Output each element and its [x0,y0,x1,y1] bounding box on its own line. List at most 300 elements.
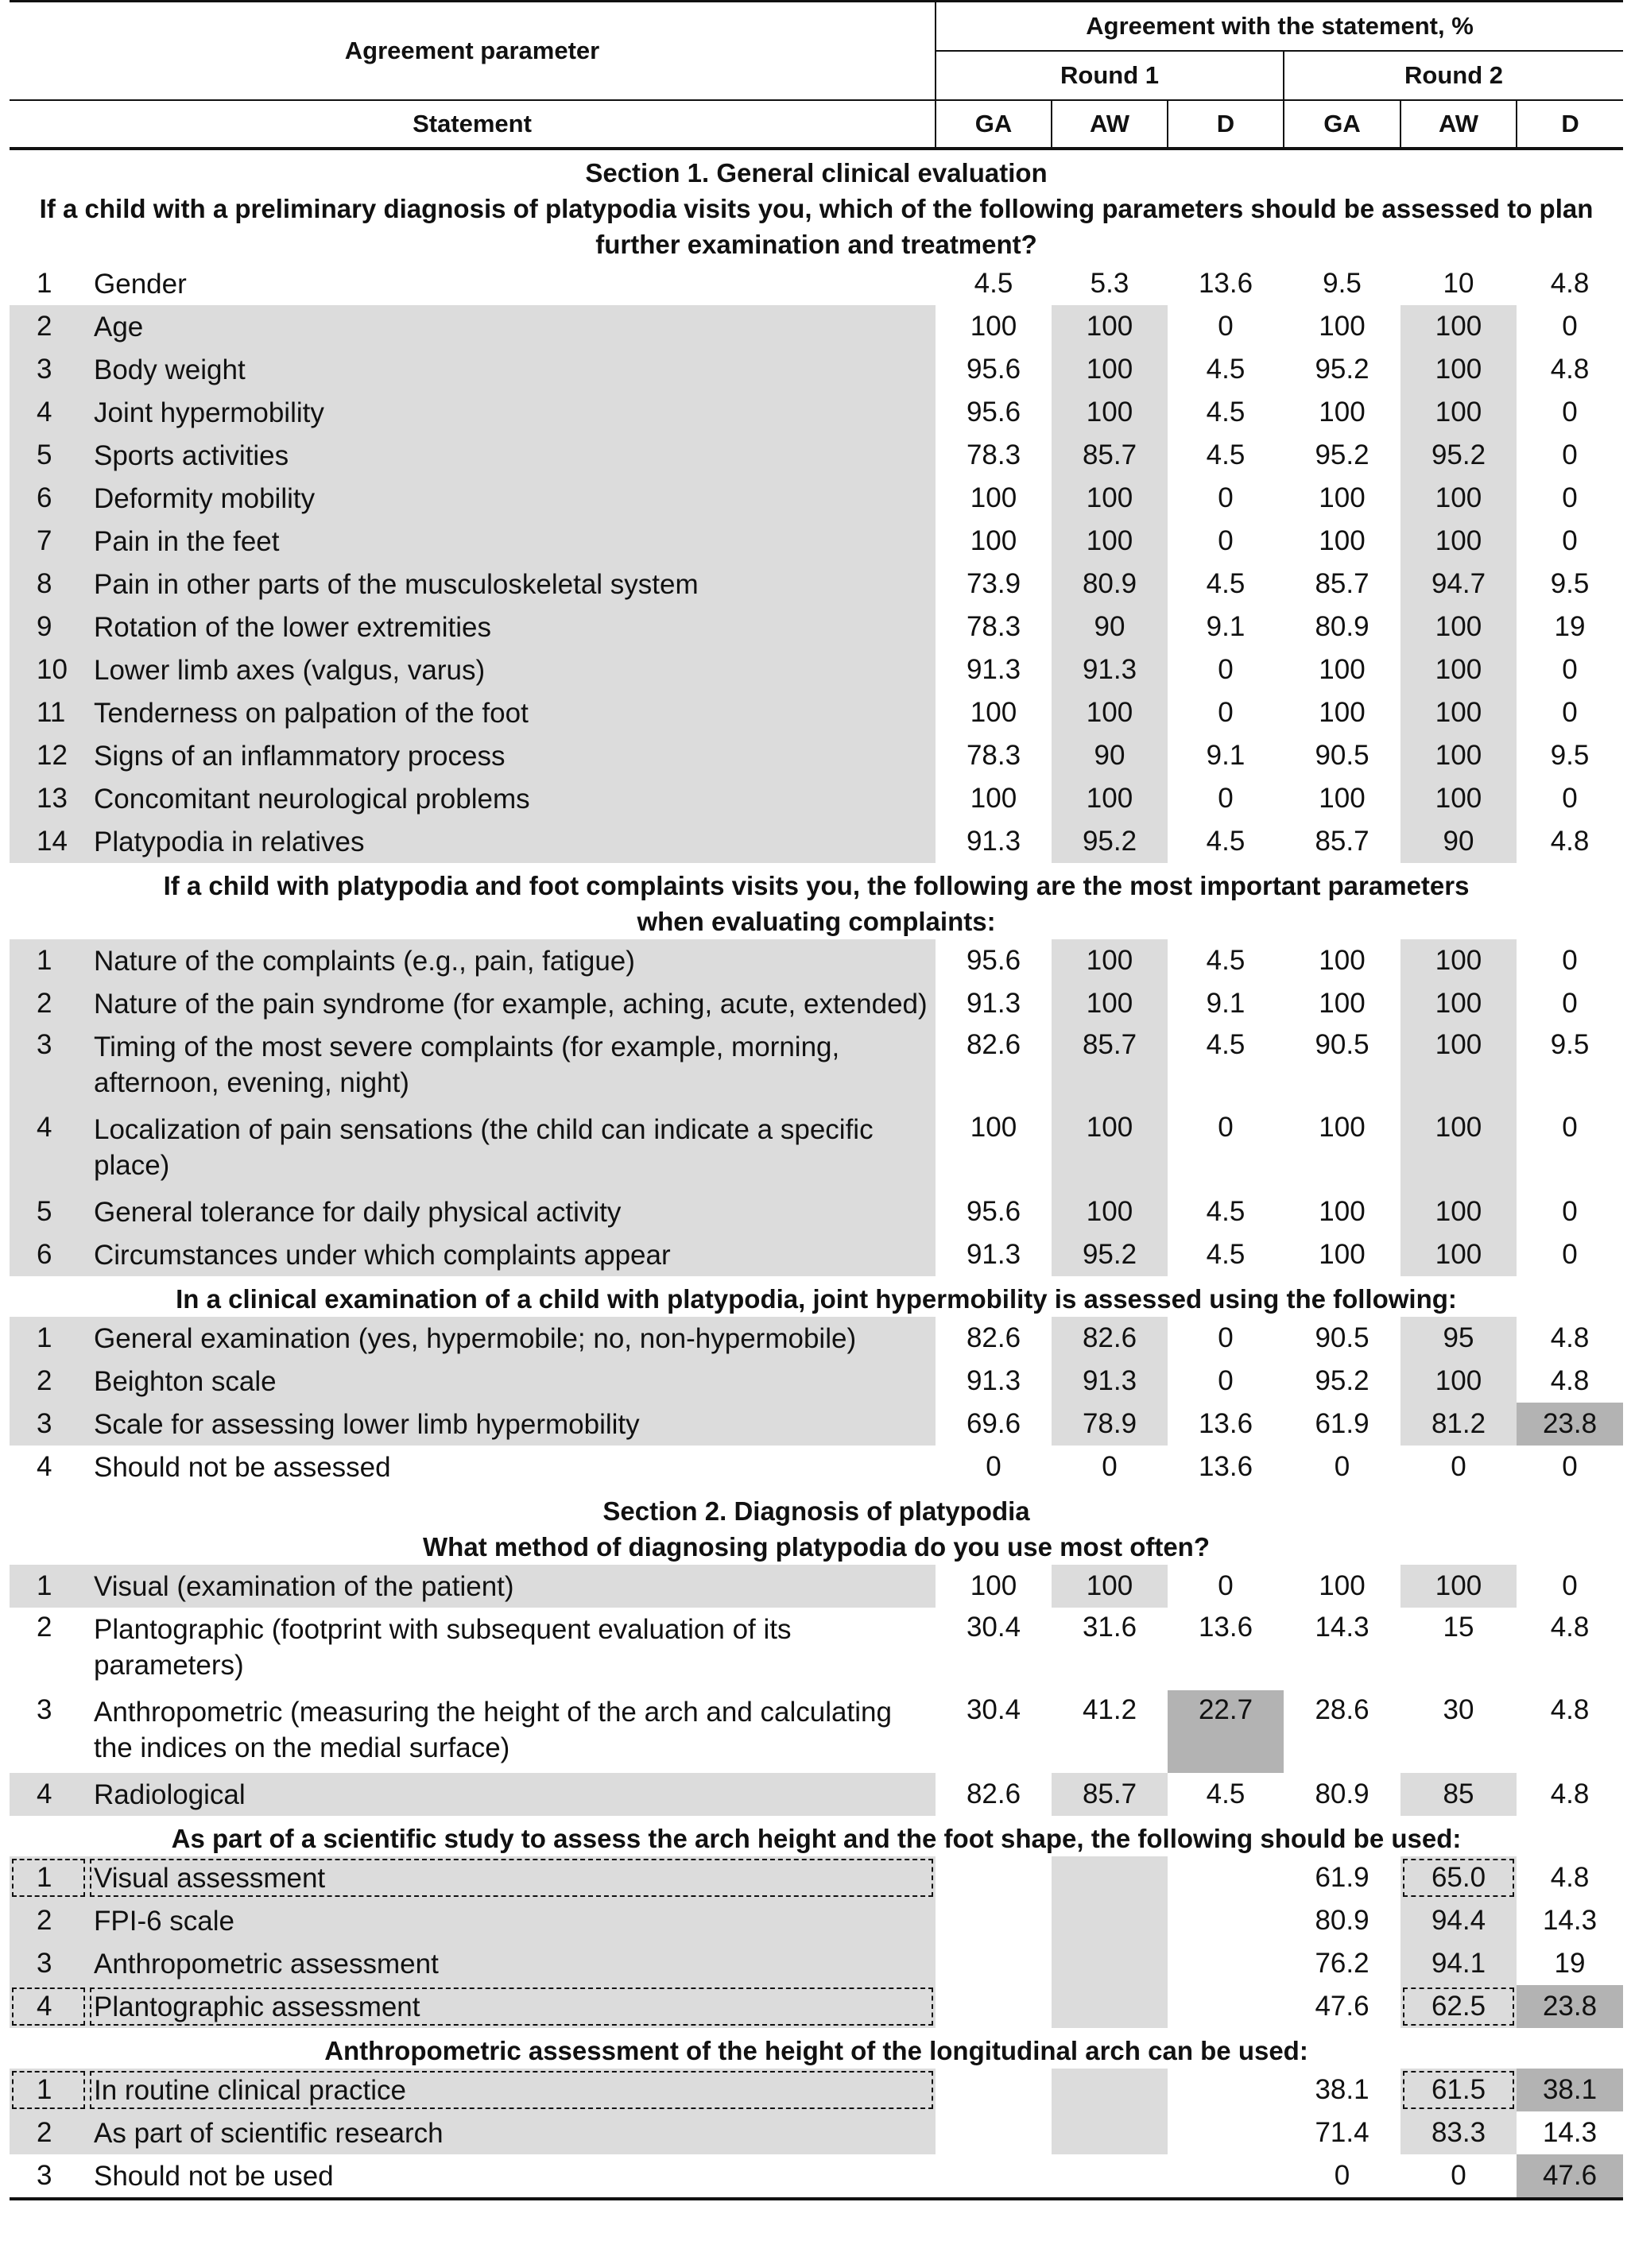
round1-header: Round 1 [936,51,1284,100]
row-value-d-r1: 0 [1218,654,1234,685]
row-value-ga-r2: 100 [1319,697,1366,728]
row-number: 1 [10,2069,87,2111]
row-value-aw-r1: 31.6 [1082,1612,1137,1643]
row-value-aw-r2: 95.2 [1400,434,1517,477]
table-row [10,1360,1623,1403]
row-value-aw-r1: 100 [1052,1565,1168,1608]
table-row [10,777,1623,820]
row-value-d-r2: 9.5 [1550,740,1590,771]
row-number: 1 [37,268,52,299]
row-value-d-r1: 0 [1218,482,1234,513]
row-value-ga-r1: 100 [970,311,1017,342]
row-value-aw-r2: 100 [1400,520,1517,563]
row-value-d-r1: 4.5 [1206,826,1246,857]
row-statement: Sports activities [87,434,936,477]
table-row [10,1985,1623,2028]
row-value-ga-r1 [936,2111,1052,2154]
row-value-d-r2: 0 [1562,525,1578,556]
row-value-aw-r2: 94.1 [1400,1942,1517,1985]
row-value-d-r1: 9.1 [1206,740,1246,771]
row-value-aw-r1: 78.9 [1052,1403,1168,1446]
row-value-ga-r2: 38.1 [1315,2074,1369,2105]
row-value-aw-r2: 81.2 [1400,1403,1517,1446]
table-page [10,0,1623,2200]
row-value-ga-r1: 91.3 [966,1365,1021,1396]
row-number: 2 [10,1899,87,1942]
table-row [10,939,1623,982]
row-value-d-r1: 0 [1218,1570,1234,1601]
row-value-ga-r2: 100 [1319,482,1366,513]
table-row [10,2111,1623,2154]
section-title-line: Section 2. Diagnosis of platypodia [602,1496,1030,1526]
row-statement: Circumstances under which complaints appear [87,1233,936,1276]
row-number: 2 [10,982,87,1025]
row-value-ga-r2: 0 [1334,1451,1350,1482]
row-value-ga-r1: 95.6 [966,1196,1021,1227]
row-number: 3 [10,1403,87,1446]
table-row [10,563,1623,606]
row-value-d-r1: 4.5 [1206,439,1246,470]
row-value-ga-r2: 100 [1319,654,1366,685]
row-value-aw-r1: 91.3 [1052,1360,1168,1403]
row-value-aw-r1 [1052,1856,1168,1899]
row-value-d-r2: 0 [1562,482,1578,513]
row-value-ga-r1 [936,1899,1052,1942]
section-title [10,1816,1623,1856]
row-number: 4 [10,1773,87,1816]
row-number: 5 [10,434,87,477]
row-number: 5 [10,1190,87,1233]
row-statement: Age [87,305,936,348]
row-number: 2 [10,2111,87,2154]
row-value-ga-r2: 90.5 [1315,740,1369,771]
row-value-ga-r1: 91.3 [966,654,1021,685]
table-row [10,1899,1623,1942]
row-value-aw-r1: 100 [1052,777,1168,820]
row-statement: Concomitant neurological problems [87,777,936,820]
col-header-aw-r2: AW [1400,100,1517,149]
row-value-d-r2: 14.3 [1542,2117,1598,2148]
table-row [10,606,1623,648]
table-row [10,734,1623,777]
row-value-ga-r1 [936,1856,1052,1899]
row-value-d-r2: 23.8 [1517,1985,1623,2028]
row-value-aw-r2: 100 [1400,391,1517,434]
row-value-aw-r1: 100 [1052,348,1168,391]
row-value-d-r2: 19 [1554,611,1586,642]
row-number: 7 [10,520,87,563]
row-value-d-r2: 0 [1562,988,1578,1019]
row-value-ga-r2: 85.7 [1315,568,1369,599]
table-row [10,1856,1623,1899]
row-statement: Body weight [87,348,936,391]
agreement-table [10,0,1623,2200]
row-value-aw-r1: 85.7 [1052,434,1168,477]
row-value-d-r1: 4.5 [1206,1029,1246,1060]
col-header-d-r2: D [1517,100,1623,149]
row-value-ga-r1: 100 [970,697,1017,728]
row-number: 1 [10,939,87,982]
row-value-aw-r1: 100 [1052,1190,1168,1233]
statement-header: Statement [10,100,936,149]
row-value-d-r2: 14.3 [1542,1905,1598,1936]
row-value-d-r1: 4.5 [1206,945,1246,976]
table-row [10,1773,1623,1816]
row-value-ga-r2: 9.5 [1323,268,1362,299]
row-value-aw-r2: 100 [1400,734,1517,777]
row-value-d-r2: 4.8 [1550,354,1590,385]
row-value-d-r2: 4.8 [1550,1862,1590,1893]
row-value-aw-r2: 100 [1400,691,1517,734]
row-number: 1 [10,1317,87,1360]
row-value-d-r1 [1168,2111,1284,2154]
row-statement: Platypodia in relatives [87,820,936,863]
row-value-aw-r2: 30 [1443,1694,1474,1725]
row-value-ga-r1: 73.9 [966,568,1021,599]
row-value-aw-r2: 100 [1400,648,1517,691]
row-number: 6 [10,477,87,520]
row-statement: Timing of the most severe complaints (for example, morning, afternoon, evening, night) [87,1025,936,1108]
row-value-aw-r2: 100 [1400,777,1517,820]
table-row [10,1608,1623,1690]
row-value-d-r1 [1168,1942,1284,1985]
row-number: 12 [10,734,87,777]
agreement-with-statement-header: Agreement with the statement, % [936,2,1623,52]
row-value-d-r1 [1168,1985,1284,2028]
row-value-ga-r2: 95.2 [1315,354,1369,385]
row-statement: General examination (yes, hypermobile; no, non-hypermobile) [87,1317,936,1360]
table-row [10,1108,1623,1190]
agreement-parameter-header: Agreement parameter [10,2,936,101]
row-value-ga-r2: 100 [1319,525,1366,556]
row-statement: Tenderness on palpation of the foot [87,691,936,734]
row-number: 8 [10,563,87,606]
row-value-d-r2: 0 [1562,397,1578,428]
row-number: 11 [10,691,87,734]
row-value-ga-r2: 71.4 [1315,2117,1369,2148]
row-value-aw-r2: 100 [1400,1108,1517,1190]
row-value-d-r1: 0 [1218,697,1234,728]
table-row [10,1942,1623,1985]
section-title [10,863,1623,939]
row-value-d-r1: 0 [1218,1365,1234,1396]
row-value-d-r2: 4.8 [1550,1778,1590,1809]
row-statement: Plantographic (footprint with subsequent evaluation of its parameters) [94,1614,792,1681]
row-statement: Pain in other parts of the musculoskeletal system [87,563,936,606]
row-value-aw-r2: 100 [1400,1190,1517,1233]
row-value-aw-r2: 83.3 [1400,2111,1517,2154]
row-value-ga-r2: 95.2 [1315,439,1369,470]
row-number: 1 [10,1565,87,1608]
row-statement: Localization of pain sensations (the child can indicate a specific place) [87,1108,936,1190]
row-number: 3 [10,1025,87,1108]
row-value-aw-r2: 62.5 [1400,1985,1517,2028]
row-value-d-r2: 0 [1562,439,1578,470]
section-title-line: In a clinical examination of a child with platypodia, joint hypermobility is assessed using the following: [176,1284,1457,1314]
row-statement: Nature of the complaints (e.g., pain, fatigue) [87,939,936,982]
row-value-aw-r1: 95.2 [1052,820,1168,863]
row-value-aw-r1: 100 [1052,477,1168,520]
section-title-line: Anthropometric assessment of the height of the longitudinal arch can be used: [324,2036,1308,2065]
row-value-aw-r1 [1052,2069,1168,2111]
table-row [10,820,1623,863]
row-value-d-r1: 4.5 [1206,1196,1246,1227]
row-value-aw-r2: 100 [1400,982,1517,1025]
row-statement: Rotation of the lower extremities [87,606,936,648]
row-value-d-r2: 0 [1562,1570,1578,1601]
row-value-ga-r1: 100 [970,1112,1017,1143]
row-statement: Pain in the feet [87,520,936,563]
row-value-ga-r1 [936,1985,1052,2028]
row-value-ga-r2: 0 [1284,2154,1400,2199]
row-number: 2 [10,305,87,348]
row-value-d-r2: 0 [1562,697,1578,728]
row-value-aw-r1: 100 [1052,939,1168,982]
row-value-d-r2: 4.8 [1550,1365,1590,1396]
row-value-ga-r2: 61.9 [1315,1408,1369,1439]
row-value-d-r2: 4.8 [1550,826,1590,857]
table-row [10,1565,1623,1608]
row-value-ga-r1: 100 [970,1570,1017,1601]
row-value-d-r2: 9.5 [1550,1029,1590,1060]
row-value-d-r1 [1168,1856,1284,1899]
row-value-aw-r2: 100 [1400,348,1517,391]
row-statement: Gender [94,268,187,300]
row-value-d-r1: 4.5 [1206,1239,1246,1270]
row-value-d-r2: 4.8 [1550,1322,1590,1353]
row-value-d-r1 [1168,1899,1284,1942]
round2-header: Round 2 [1284,51,1623,100]
row-value-aw-r2: 100 [1400,939,1517,982]
row-value-ga-r2: 100 [1319,1112,1366,1143]
row-value-aw-r1: 41.2 [1082,1694,1137,1725]
row-number: 3 [10,1942,87,1985]
row-value-d-r2: 0 [1562,1239,1578,1270]
table-row [10,2069,1623,2111]
row-value-ga-r1 [936,2154,1052,2199]
row-value-aw-r2: 100 [1400,1233,1517,1276]
row-value-d-r2: 38.1 [1517,2069,1623,2111]
row-value-d-r1: 0 [1218,783,1234,814]
row-number: 10 [10,648,87,691]
row-number: 14 [10,820,87,863]
row-value-ga-r1: 82.6 [966,1778,1021,1809]
row-value-ga-r2: 80.9 [1315,1905,1369,1936]
row-statement: Plantographic assessment [87,1985,936,2028]
row-number: 13 [10,777,87,820]
table-row [10,348,1623,391]
row-value-d-r1: 4.5 [1206,1778,1246,1809]
row-value-ga-r1 [936,2069,1052,2111]
table-header [10,2,1623,149]
row-value-ga-r2: 100 [1319,1570,1366,1601]
section-title-line: What method of diagnosing platypodia do you use most often? [423,1532,1210,1562]
section-title [10,149,1623,262]
row-value-ga-r2: 100 [1319,1196,1366,1227]
row-number: 6 [10,1233,87,1276]
row-number: 4 [10,1108,87,1190]
row-value-d-r2: 0 [1562,945,1578,976]
row-statement: Beighton scale [87,1360,936,1403]
table-row [10,1403,1623,1446]
table-row [10,1690,1623,1773]
row-value-ga-r1: 30.4 [966,1694,1021,1725]
table-row [10,477,1623,520]
row-value-d-r2: 9.5 [1550,568,1590,599]
row-value-ga-r1: 100 [970,783,1017,814]
table-row [10,691,1623,734]
row-statement: Anthropometric (measuring the height of the arch and calculating the indices on the medial surface) [94,1697,892,1763]
row-statement: Visual assessment [87,1856,936,1899]
row-value-aw-r2: 15 [1443,1612,1474,1643]
row-value-d-r1: 4.5 [1206,354,1246,385]
section-title [10,1488,1623,1565]
col-header-ga-r2: GA [1284,100,1400,149]
section-title [10,1276,1623,1317]
row-number: 4 [37,1451,52,1482]
table-row [10,982,1623,1025]
row-value-ga-r1: 82.6 [966,1029,1021,1060]
row-statement: Radiological [87,1773,936,1816]
row-value-aw-r1 [1052,2154,1168,2199]
row-value-aw-r2: 94.7 [1400,563,1517,606]
row-value-ga-r1: 91.3 [966,826,1021,857]
row-value-aw-r2: 100 [1400,1565,1517,1608]
row-number: 2 [37,1612,52,1643]
row-value-ga-r1: 95.6 [966,397,1021,428]
row-value-d-r1: 13.6 [1198,1408,1253,1439]
row-value-aw-r2: 100 [1400,1360,1517,1403]
row-value-aw-r1 [1052,1985,1168,2028]
row-value-d-r1 [1168,2069,1284,2111]
table-row [10,305,1623,348]
section-title-line: As part of a scientific study to assess the arch height and the foot shape, the following should be used: [171,1824,1462,1853]
row-value-aw-r1: 85.7 [1052,1025,1168,1108]
table-row [10,520,1623,563]
row-value-d-r2: 0 [1562,1112,1578,1143]
row-value-ga-r1: 78.3 [966,611,1021,642]
row-value-ga-r1: 95.6 [966,354,1021,385]
row-value-aw-r1: 100 [1052,305,1168,348]
row-value-d-r1: 0 [1218,311,1234,342]
row-value-d-r1: 13.6 [1198,1612,1253,1643]
row-value-aw-r1: 90 [1052,734,1168,777]
table-row [10,262,1623,305]
row-value-ga-r2: 47.6 [1315,1991,1369,2022]
row-statement: Visual (examination of the patient) [87,1565,936,1608]
row-value-d-r1: 0 [1218,1112,1234,1143]
row-value-ga-r2: 100 [1319,311,1366,342]
row-value-ga-r1: 91.3 [966,1239,1021,1270]
row-statement: FPI-6 scale [87,1899,936,1942]
row-statement: Lower limb axes (valgus, varus) [87,648,936,691]
row-value-ga-r2: 100 [1319,1239,1366,1270]
row-number: 4 [10,1985,87,2028]
table-row [10,648,1623,691]
row-statement: Should not be assessed [94,1451,391,1483]
table-row [10,2154,1623,2199]
row-value-aw-r2: 65.0 [1400,1856,1517,1899]
section-title [10,2028,1623,2069]
row-value-ga-r1: 4.5 [974,268,1013,299]
row-value-aw-r2: 100 [1400,477,1517,520]
row-value-aw-r1: 100 [1052,391,1168,434]
row-value-ga-r1: 78.3 [966,740,1021,771]
row-value-ga-r1: 82.6 [966,1322,1021,1353]
row-statement: Nature of the pain syndrome (for example, aching, acute, extended) [87,982,936,1025]
row-value-ga-r2: 28.6 [1315,1694,1369,1725]
row-value-ga-r2: 100 [1319,988,1366,1019]
row-value-d-r2: 47.6 [1517,2154,1623,2199]
row-statement: Should not be used [87,2154,936,2199]
row-value-ga-r2: 76.2 [1315,1948,1369,1979]
row-value-aw-r2: 90 [1400,820,1517,863]
row-value-aw-r2: 100 [1400,1025,1517,1108]
table-row [10,1233,1623,1276]
row-value-d-r1: 0 [1218,1322,1234,1353]
row-value-ga-r1: 91.3 [966,988,1021,1019]
row-statement: Signs of an inflammatory process [87,734,936,777]
row-value-aw-r1: 100 [1052,982,1168,1025]
row-value-aw-r2: 100 [1400,606,1517,648]
row-value-ga-r1: 0 [986,1451,1001,1482]
col-header-ga-r1: GA [936,100,1052,149]
row-value-aw-r1: 100 [1052,1108,1168,1190]
row-value-ga-r2: 14.3 [1315,1612,1369,1643]
row-value-d-r2: 0 [1562,654,1578,685]
row-value-d-r1: 9.1 [1206,611,1246,642]
row-value-ga-r2: 80.9 [1315,611,1369,642]
row-value-d-r1: 22.7 [1168,1690,1284,1773]
row-value-aw-r1: 0 [1102,1451,1118,1482]
row-value-ga-r2: 95.2 [1315,1365,1369,1396]
row-number: 2 [10,1360,87,1403]
row-value-aw-r2: 0 [1451,1451,1466,1482]
row-statement: Joint hypermobility [87,391,936,434]
row-value-ga-r1 [936,1942,1052,1985]
section-title-line: Section 1. General clinical evaluation [585,158,1048,188]
row-number: 3 [10,2154,87,2199]
row-value-ga-r2: 90.5 [1315,1029,1369,1060]
row-statement: Anthropometric assessment [87,1942,936,1985]
row-value-ga-r2: 61.9 [1315,1862,1369,1893]
col-header-d-r1: D [1168,100,1284,149]
row-value-aw-r1: 82.6 [1052,1317,1168,1360]
row-value-aw-r2: 100 [1400,305,1517,348]
row-value-d-r2: 0 [1562,783,1578,814]
row-value-aw-r1: 91.3 [1052,648,1168,691]
row-value-ga-r1: 78.3 [966,439,1021,470]
row-value-d-r2: 0 [1562,1196,1578,1227]
row-number: 4 [10,391,87,434]
row-statement: In routine clinical practice [87,2069,936,2111]
row-number: 3 [10,348,87,391]
row-number: 1 [10,1856,87,1899]
row-value-aw-r2: 94.4 [1400,1899,1517,1942]
table-row [10,391,1623,434]
row-value-ga-r1: 100 [970,482,1017,513]
row-value-aw-r1 [1052,2111,1168,2154]
row-number: 9 [10,606,87,648]
row-value-d-r2: 4.8 [1550,1612,1590,1643]
row-statement: Scale for assessing lower limb hypermobility [87,1403,936,1446]
row-value-aw-r2: 95 [1400,1317,1517,1360]
row-value-aw-r1: 80.9 [1052,563,1168,606]
row-value-d-r1 [1168,2154,1284,2199]
row-value-ga-r2: 100 [1319,783,1366,814]
row-value-ga-r1: 69.6 [966,1408,1021,1439]
row-value-d-r1: 0 [1218,525,1234,556]
